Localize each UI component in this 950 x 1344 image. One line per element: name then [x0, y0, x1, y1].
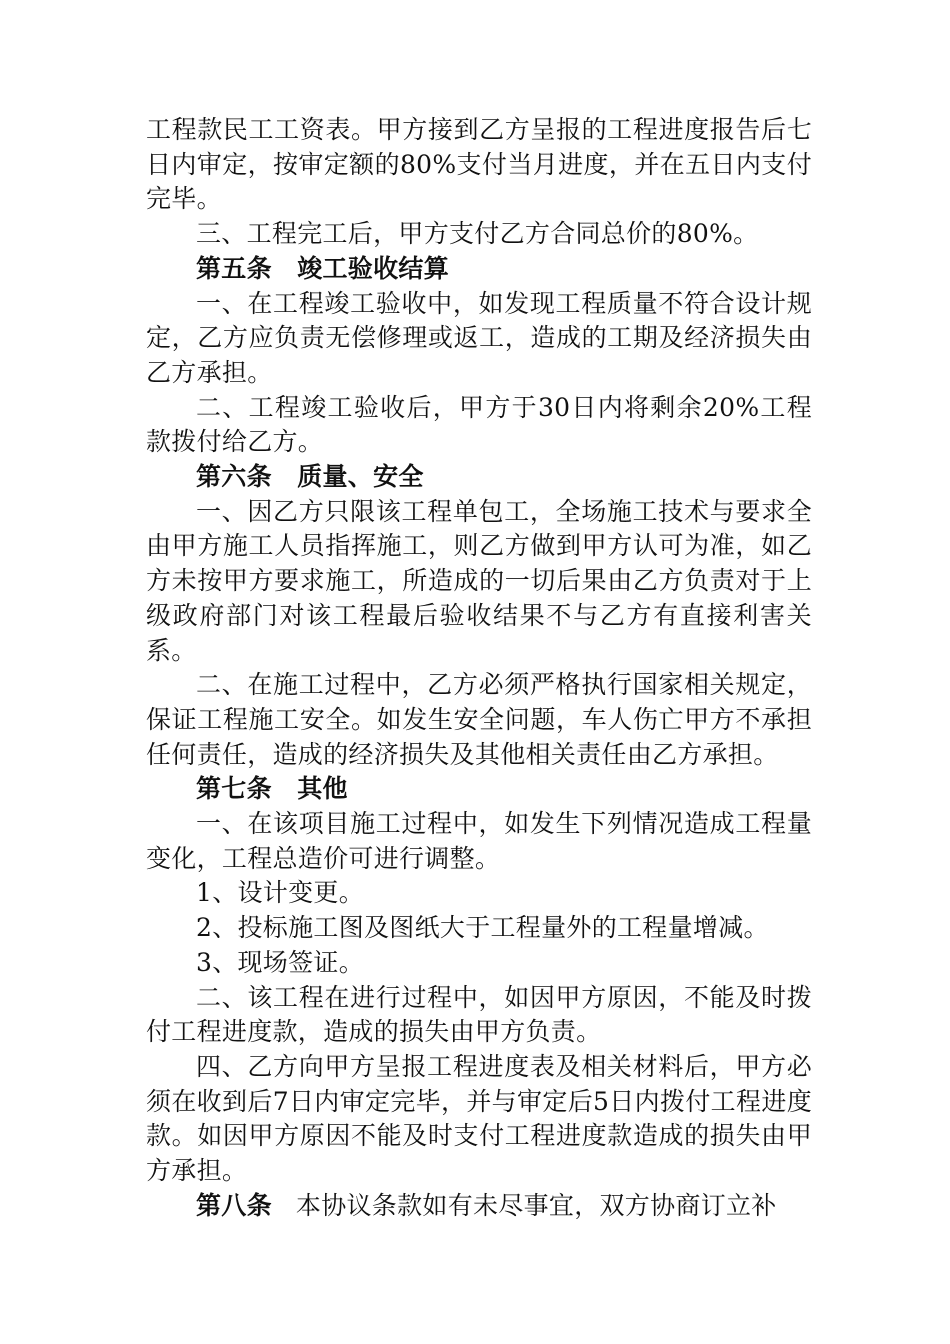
paragraph-construction-direction: 一、因乙方只限该工程单包工，全场施工技术与要求全由甲方施工人员指挥施工，则乙方做到甲方认可为准，如乙方未按甲方要求施工，所造成的一切后果由乙方负责对于上级政府部门对该工程最后验收结果不与乙方有直接利害关系。 [146, 496, 812, 665]
paragraph-completion-payment: 三、工程完工后，甲方支付乙方合同总价的80%。 [196, 219, 759, 249]
article-8-text: 本协议条款如有未尽事宜，双方协商订立补 [295, 1190, 777, 1220]
article-7-heading: 第七条 其他 [196, 774, 348, 804]
paragraph-final-payment: 二、工程竣工验收后，甲方于30日内将剩余20%工程款拨付给乙方。 [146, 392, 812, 457]
list-item-design-change: 1、设计变更。 [196, 878, 365, 908]
paragraph-payment-schedule: 工程款民工工资表。甲方接到乙方呈报的工程进度报告后七日内审定，按审定额的80%支付当月进度，并在五日内支付完毕。 [146, 115, 812, 214]
paragraph-delay-liability: 二、该工程在进行过程中，如因甲方原因，不能及时拨付工程进度款，造成的损失由甲方负责。 [146, 982, 812, 1047]
article-8-heading: 第八条 [196, 1190, 272, 1220]
paragraph-safety: 二、在施工过程中，乙方必须严格执行国家相关规定，保证工程施工安全。如发生安全问题，车人伤亡甲方不承担任何责任，造成的经济损失及其他相关责任由乙方承担。 [146, 670, 812, 769]
document-page [146, 113, 812, 1224]
paragraph-quality-repair: 一、在工程竣工验收中，如发现工程质量不符合设计规定，乙方应负责无偿修理或返工，造成的工期及经济损失由乙方承担。 [146, 288, 812, 387]
article-5-heading: 第五条 竣工验收结算 [196, 253, 450, 283]
paragraph-price-adjustment: 一、在该项目施工过程中，如发生下列情况造成工程量变化，工程总造价可进行调整。 [146, 809, 812, 873]
article-6-heading: 第六条 质量、安全 [196, 462, 424, 492]
article-8-paragraph [146, 1189, 812, 1224]
list-item-quantity-change: 2、投标施工图及图纸大于工程量外的工程量增减。 [196, 913, 769, 943]
paragraph-progress-report: 四、乙方向甲方呈报工程进度表及相关材料后，甲方必须在收到后7日内审定完毕，并与审定后5日内拨付工程进度款。如因甲方原因不能及时支付工程进度款造成的损失由甲方承担。 [146, 1051, 812, 1186]
list-item-site-visa: 3、现场签证。 [196, 947, 365, 977]
